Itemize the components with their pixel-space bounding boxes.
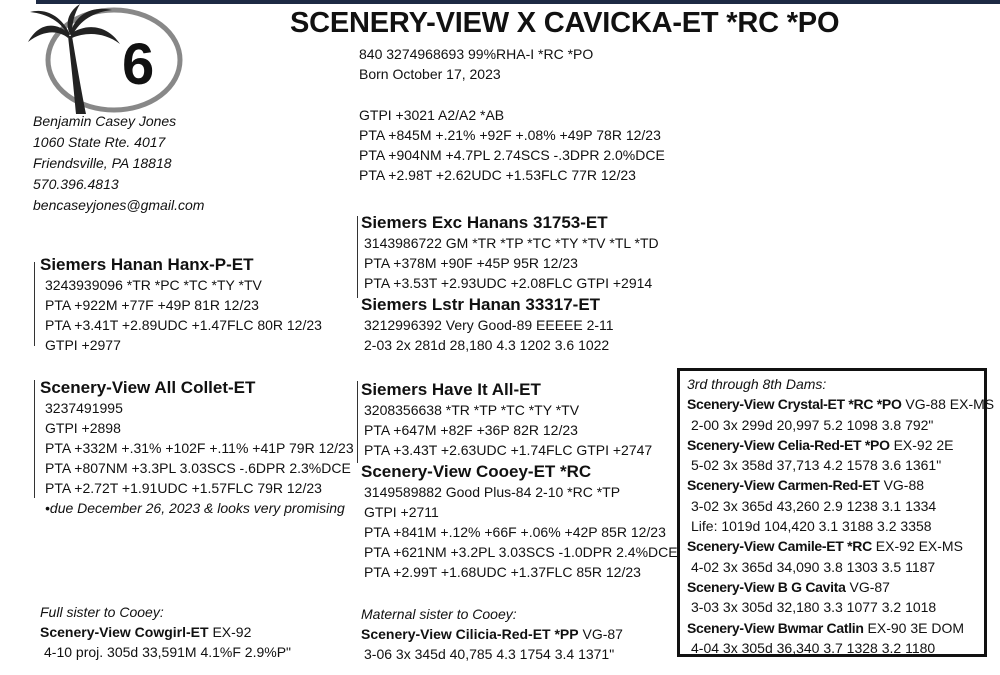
dam-entry-score: EX-90 3E DOM (863, 619, 965, 636)
dam-entry (687, 618, 994, 659)
dam-entry-record: 4-04 3x 305d 36,340 3.7 1328 3.2 1180 (691, 639, 936, 656)
sire-sire-line: PTA +3.53T +2.93UDC +2.08FLC GTPI +2914 (364, 275, 653, 291)
dam-dam-line: 3149589882 Good Plus-84 2-10 *RC *TP (364, 484, 621, 500)
dam-entry-score: EX-92 2E (889, 436, 954, 453)
owner-address: 1060 State Rte. 4017 (33, 134, 166, 150)
gtpi-line: GTPI +3021 A2/A2 *AB (359, 107, 505, 123)
dam-entry-score: VG-88 EX-MS (901, 396, 995, 413)
dam-dam-name: Scenery-View Cooey-ET *RC (361, 462, 592, 481)
animal-id: 840 3274968693 99%RHA-I *RC *PO (359, 46, 594, 62)
dam-entry-name: Scenery-View Crystal-ET *RC *PO (687, 396, 902, 413)
dam-note: •due December 26, 2023 & looks very promising (45, 500, 345, 516)
pta-line: PTA +845M +.21% +92F +.08% +49P 78R 12/23 (359, 127, 661, 143)
pedigree-line (357, 216, 358, 298)
dam-entry-name: Scenery-View Camile-ET *RC (687, 538, 872, 555)
pedigree-line (34, 380, 35, 498)
animal-info (359, 44, 593, 84)
sire-block (40, 254, 322, 355)
dam-entry-record: 3-03 3x 305d 32,180 3.3 1077 3.2 1018 (691, 599, 937, 616)
dam-entry-score: VG-87 (845, 578, 890, 595)
dam-name: Scenery-View All Collet-ET (40, 378, 256, 397)
dam-entry-name: Scenery-View Bwmar Catlin (687, 619, 864, 636)
owner-phone[interactable]: 570.396.4813 (33, 176, 119, 192)
palm-tree-icon (24, 2, 184, 120)
logo-number: 6 (122, 32, 155, 97)
dam-block (40, 377, 354, 518)
sire-dam-line: 3212996392 Very Good-89 EEEEE 2-11 (364, 317, 614, 333)
pedigree-line (34, 262, 35, 346)
palm-logo (24, 2, 184, 120)
sire-sire-line: PTA +378M +90F +45P 95R 12/23 (364, 255, 578, 271)
dam-dam-line: PTA +2.99T +1.68UDC +1.37FLC 85R 12/23 (364, 564, 641, 580)
sire-sire-line: 3143986722 GM *TR *TP *TC *TY *TV *TL *TD (364, 235, 659, 251)
dam-entry (687, 435, 994, 476)
sire-dam-name: Siemers Lstr Hanan 33317-ET (361, 295, 601, 314)
dam-dam-line: PTA +841M +.12% +66F +.06% +42P 85R 12/23 (364, 524, 666, 540)
dam-line: GTPI +2898 (45, 420, 121, 436)
sire-sire-block (361, 212, 659, 293)
maternal-sister-label: Maternal sister to Cooey: (361, 606, 517, 622)
dam-entry-lifetime: Life: 1019d 104,420 3.1 3188 3.2 3358 (691, 518, 932, 535)
dam-sire-line: PTA +647M +82F +36P 82R 12/23 (364, 422, 578, 438)
maternal-sister-name: Scenery-View Cilicia-Red-ET *PP (361, 626, 579, 642)
dam-dam-line: PTA +621NM +3.2PL 3.03SCS -1.0DPR 2.4%DCE (364, 544, 678, 560)
dam-sire-block (361, 379, 652, 460)
dam-sire-line: PTA +3.43T +2.63UDC +1.74FLC GTPI +2747 (364, 442, 653, 458)
full-sister-name: Scenery-View Cowgirl-ET (40, 624, 209, 640)
dam-entry-record: 2-00 3x 299d 20,997 5.2 1098 3.8 792" (691, 416, 934, 433)
owner-name: Benjamin Casey Jones (33, 113, 177, 129)
dams-heading: 3rd through 8th Dams: (687, 376, 827, 392)
dam-line: 3237491995 (45, 400, 123, 416)
owner-city: Friendsville, PA 18818 (33, 155, 172, 171)
sire-line: PTA +922M +77F +49P 81R 12/23 (45, 297, 259, 313)
dam-line: PTA +332M +.31% +102F +.11% +41P 79R 12/23 (45, 440, 354, 456)
dam-entry-name: Scenery-View Celia-Red-ET *PO (687, 436, 890, 453)
sire-line: GTPI +2977 (45, 337, 121, 353)
dam-line: PTA +2.72T +1.91UDC +1.57FLC 79R 12/23 (45, 480, 322, 496)
full-sister-label: Full sister to Cooey: (40, 604, 164, 620)
pta-line: PTA +904NM +4.7PL 2.74SCS -.3DPR 2.0%DCE (359, 147, 665, 163)
maternal-sister-block (361, 604, 623, 664)
full-sister-score: EX-92 (208, 624, 252, 640)
page-title: SCENERY-VIEW X CAVICKA-ET *RC *PO (290, 7, 840, 39)
owner-contact (33, 111, 204, 216)
dam-entry-record: 3-02 3x 365d 43,260 2.9 1238 3.1 1334 (691, 497, 937, 514)
dam-entry-name: Scenery-View Carmen-Red-ET (687, 477, 880, 494)
dam-entry-record: 4-02 3x 365d 34,090 3.8 1303 3.5 1187 (691, 558, 936, 575)
maternal-sister-score: VG-87 (578, 626, 623, 642)
dam-entry (687, 536, 994, 577)
sire-sire-name: Siemers Exc Hanans 31753-ET (361, 213, 608, 232)
dam-entry (687, 577, 994, 618)
dam-entry-record: 5-02 3x 358d 37,713 4.2 1578 3.6 1361" (691, 457, 942, 474)
sire-dam-block (361, 294, 614, 355)
birth-date: Born October 17, 2023 (359, 66, 501, 82)
pta-line: PTA +2.98T +2.62UDC +1.53FLC 77R 12/23 (359, 167, 636, 183)
sire-name: Siemers Hanan Hanx-P-ET (40, 255, 254, 274)
dam-entry (687, 475, 994, 536)
sire-line: PTA +3.41T +2.89UDC +1.47FLC 80R 12/23 (45, 317, 322, 333)
full-sister-record: 4-10 proj. 305d 33,591M 4.1%F 2.9%P" (44, 644, 292, 660)
full-sister-block (40, 602, 291, 662)
dam-entry-score: EX-92 EX-MS (871, 538, 963, 555)
dam-dam-block (361, 461, 678, 582)
sire-dam-line: 2-03 2x 281d 28,180 4.3 1202 3.6 1022 (364, 337, 610, 353)
dam-entry-name: Scenery-View B G Cavita (687, 578, 846, 595)
dam-sire-name: Siemers Have It All-ET (361, 380, 541, 399)
maternal-sister-record: 3-06 3x 345d 40,785 4.3 1754 3.4 1371" (364, 646, 615, 662)
dam-dam-line: GTPI +2711 (364, 504, 439, 520)
dam-entry-score: VG-88 (879, 477, 925, 494)
owner-email[interactable]: bencaseyjones@gmail.com (33, 197, 205, 213)
dam-sire-line: 3208356638 *TR *TP *TC *TY *TV (364, 402, 580, 418)
dam-entry (687, 394, 994, 435)
dam-line: PTA +807NM +3.3PL 3.03SCS -.6DPR 2.3%DCE (45, 460, 351, 476)
sire-line: 3243939096 *TR *PC *TC *TY *TV (45, 277, 262, 293)
dams-box (677, 368, 995, 657)
genomic-info (359, 105, 665, 185)
pedigree-line (357, 381, 358, 463)
